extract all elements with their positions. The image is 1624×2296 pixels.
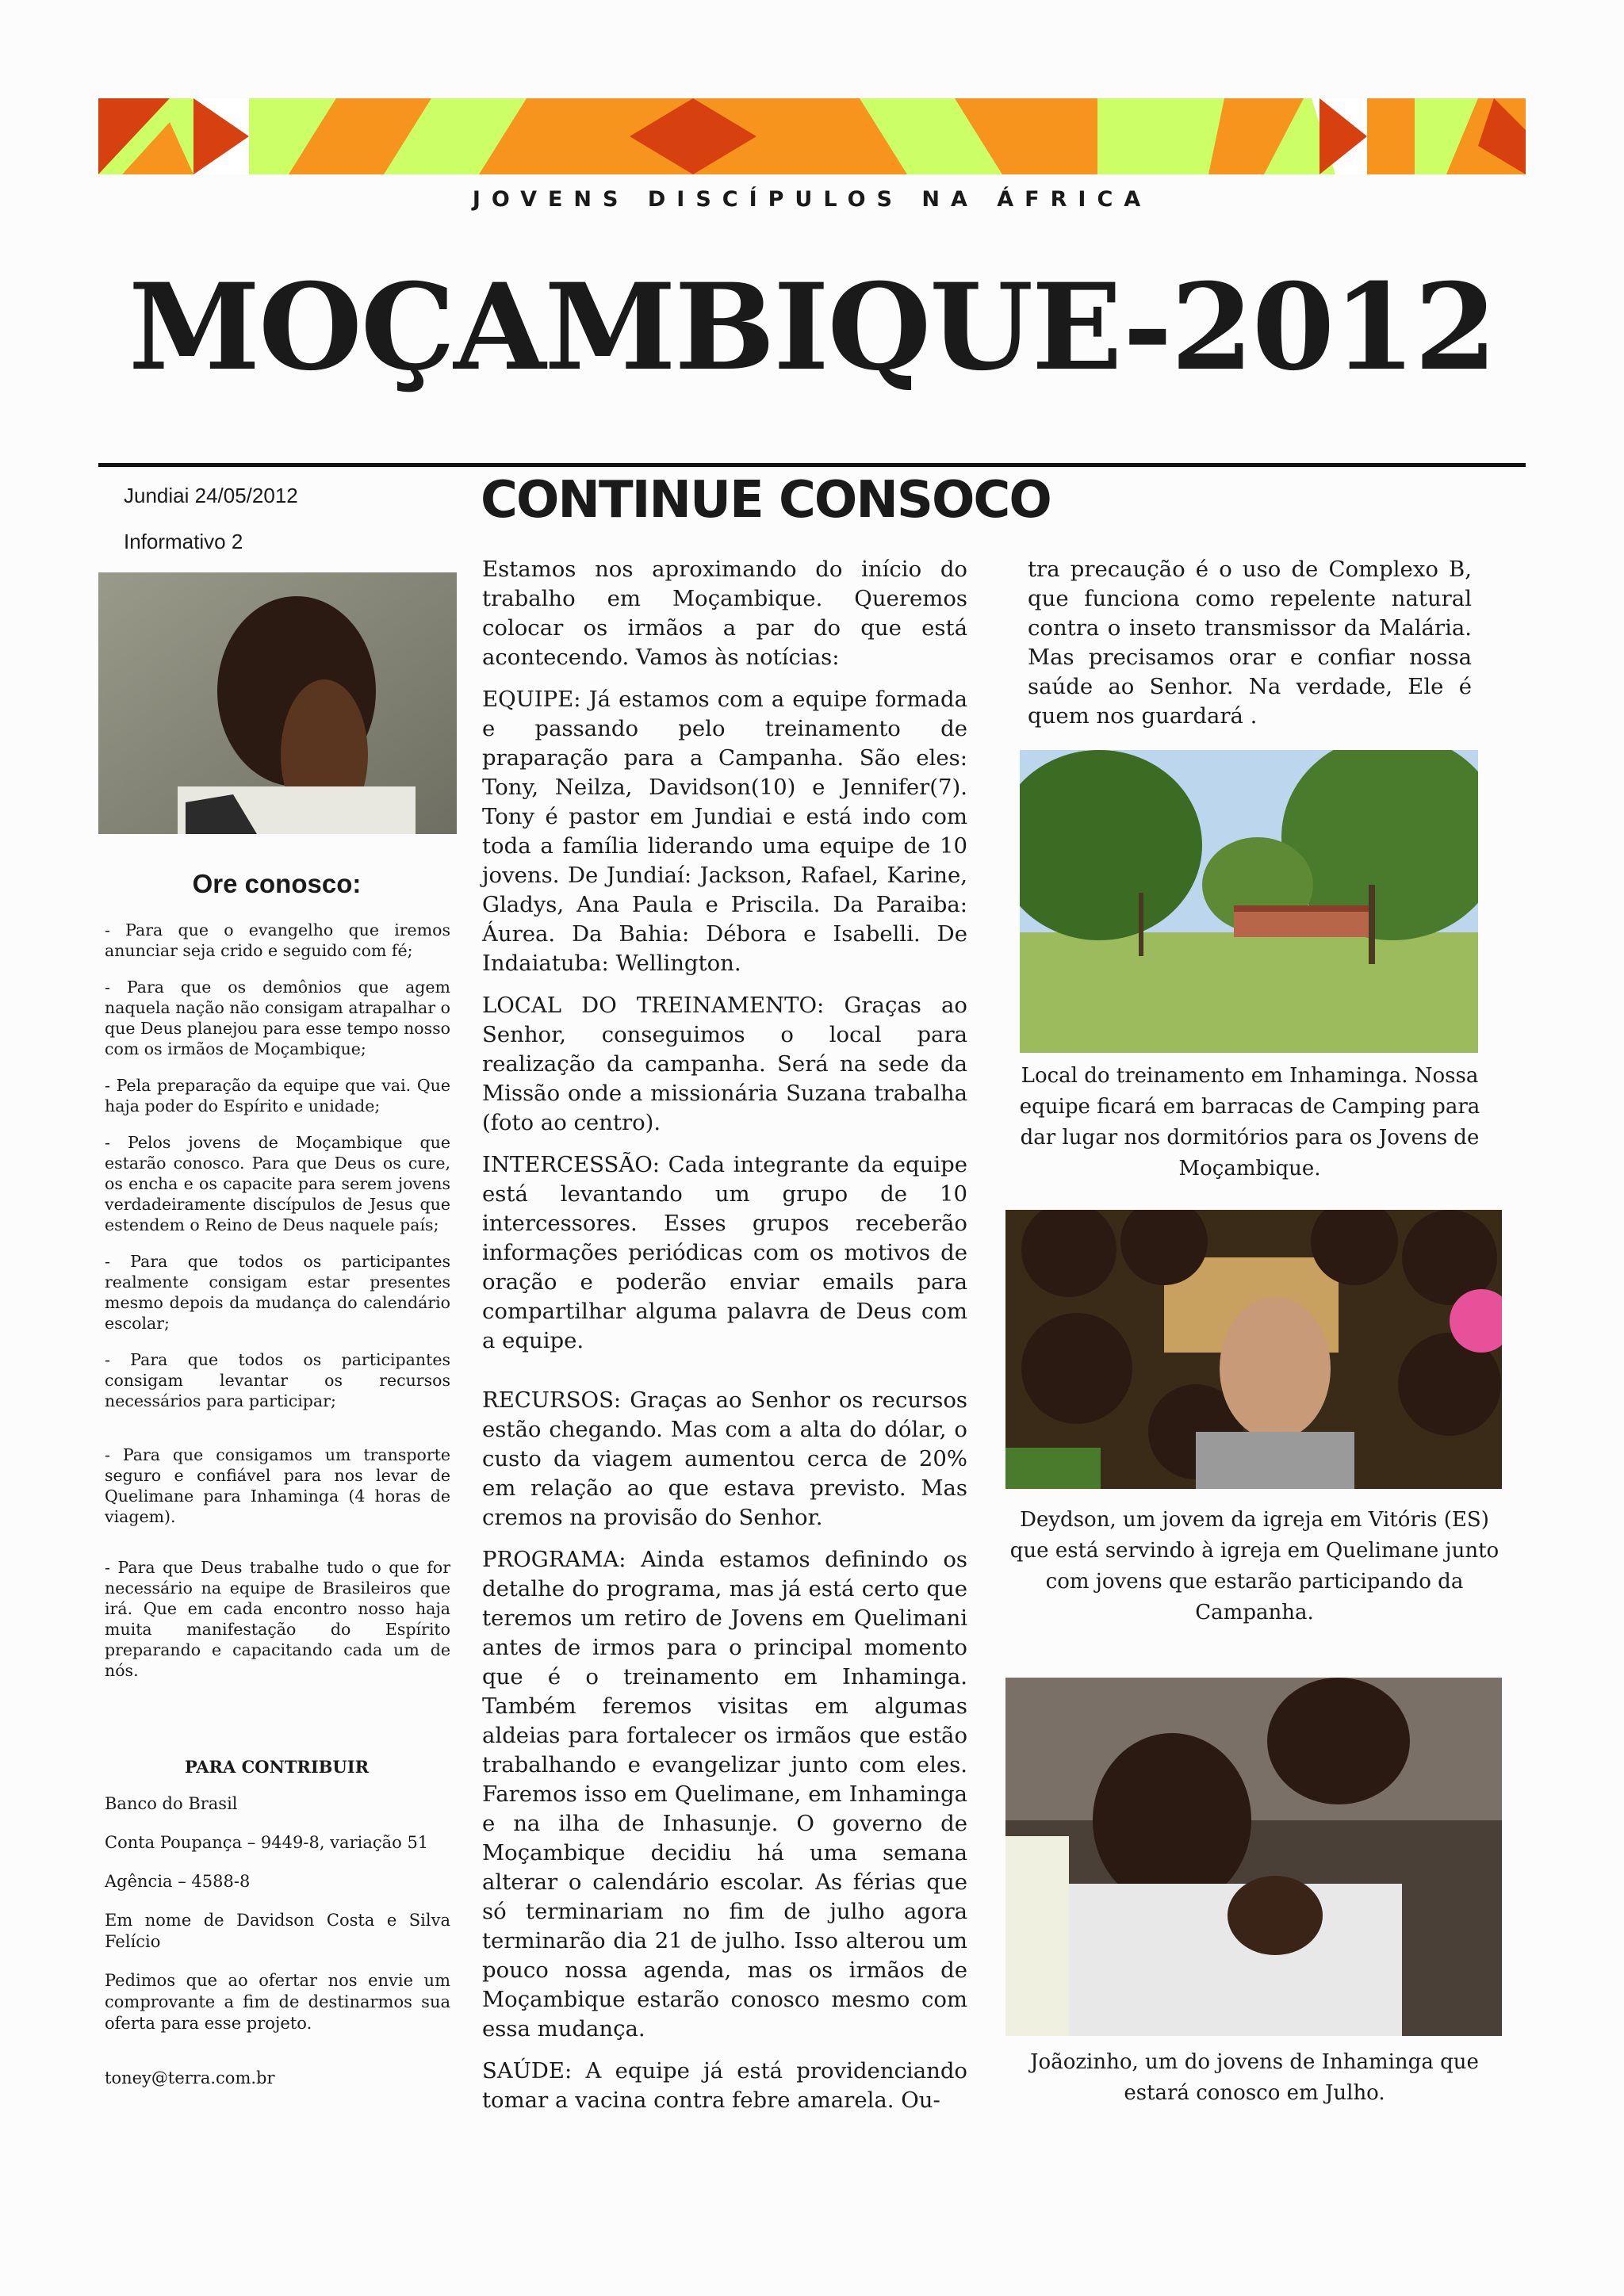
header-rule: [98, 463, 1526, 467]
article-column-1: [482, 555, 967, 2128]
prayer-item: - Pelos jovens de Moçambique que estarão conosco. Para que Deus os cure, os encha e os capacite para serem jovens verdadeiramente discípulos de Jesus que estendem o Reino de Deus naquele país;: [105, 1133, 450, 1234]
article-health-continued: tra precaução é o uso de Complexo B, que funciona como repelente natural contra o inseto transmissor da Malária. Mas precisamos orar e confiar nossa saúde ao Senhor. Na verdade, Ele é quem nos guardará .: [1028, 557, 1472, 729]
prayer-list: [105, 920, 450, 1697]
masthead-title: MOÇAMBIQUE-2012: [128, 258, 1496, 397]
pray-with-us-title: Ore conosco:: [192, 869, 362, 898]
article-intro: Estamos nos aproximando do início do trabalho em Moçambique. Queremos colocar os irmãos a par do que está acontecendo. Vamos às notícias:: [482, 557, 967, 670]
prayer-item: - Para que o evangelho que iremos anunciar seja crido e seguido com fé;: [105, 920, 450, 960]
prayer-item: - Para que consigamos um transporte seguro e confiável para nos levar de Quelimane para Inhaminga (4 horas de viagem).: [105, 1445, 450, 1526]
youth-group-caption: Deydson, um jovem da igreja em Vitóris (ES) que está servindo à igreja em Quelimane junto com jovens que estarão participando da Campanha.: [1009, 1508, 1500, 1624]
praying-youth-photo: [98, 572, 457, 834]
bank-name: Banco do Brasil: [105, 1794, 238, 1813]
article-training-location: LOCAL DO TREINAMENTO: Graças ao Senhor, conseguimos o local para realização da campanha. Será na sede da Missão onde a missionária Suzana trabalha (foto ao centro).: [482, 993, 967, 1135]
article-headline: CONTINUE CONSOCO: [481, 471, 1051, 530]
article-health: SAÚDE: A equipe já está providenciando tomar a vacina contra febre amarela. Ou-: [482, 2058, 967, 2113]
article-team: EQUIPE: Já estamos com a equipe formada e passando pelo treinamento de praparação para a Campanha. São eles: Tony, Neilza, Davidson(10) e Jennifer(7). Tony é pastor em Jundiai e está indo com toda a família liderando uma equipe de 10 jovens. De Jundiaí: Jackson, Rafael, Karine, Gladys, Ana Paula e Priscila. Da Paraiba: Áurea. Da Bahia: Débora e Isabelli. De Indaiatuba: Wellington.: [482, 687, 967, 976]
contact-email[interactable]: toney@terra.com.br: [105, 2068, 275, 2087]
date-line: Jundiai 24/05/2012: [124, 484, 298, 507]
contribution-note: Pedimos que ao ofertar nos envie um comprovante a fim de destinarmos sua oferta para esse projeto.: [105, 1971, 450, 2033]
article-intercession: INTERCESSÃO: Cada integrante da equipe está levantando um grupo de 10 intercessores. Esses grupos receberão informações periódicas com os motivos de oração e poderão enviar emails para compartilhar alguma palavra de Deus com a equipe.: [482, 1152, 967, 1353]
article-resources: RECURSOS: Graças ao Senhor os recursos estão chegando. Mas com a alta do dólar, o custo da viagem aumentou cerca de 20% em relação ao que estava previsto. Mas cremos na provisão do Senhor.: [482, 1387, 967, 1530]
training-location-caption: Local do treinamento em Inhaminga. Nossa equipe ficará em barracas de Camping para dar lugar nos dormitórios para os Jovens de Moçambique.: [1019, 1064, 1480, 1181]
account-holder: Em nome de Davidson Costa e Silva Felício: [105, 1911, 450, 1951]
kicker-line: JOVENS DISCÍPULOS NA ÁFRICA: [472, 187, 1152, 212]
african-pattern-banner: [98, 98, 1526, 174]
contribute-title: PARA CONTRIBUIR: [184, 1757, 370, 1777]
prayer-item: - Para que os demônios que agem naquela nação não consigam atrapalhar o que Deus planejou para esse tempo nosso com os irmãos de Moçambique;: [105, 978, 450, 1058]
prayer-item: - Para que todos os participantes consigam levantar os recursos necessários para participar;: [105, 1350, 450, 1410]
joaozinho-photo: [1005, 1678, 1502, 2036]
account-number: Conta Poupança – 9449-8, variação 51: [105, 1833, 429, 1852]
prayer-item: - Pela preparação da equipe que vai. Que haja poder do Espírito e unidade;: [105, 1076, 450, 1115]
article-column-2: [1028, 555, 1472, 744]
training-location-photo: [1020, 750, 1478, 1053]
prayer-item: - Para que todos os participantes realmente consigam estar presentes mesmo depois da mudança do calendário escolar;: [105, 1252, 450, 1333]
youth-group-photo: [1005, 1210, 1502, 1489]
article-program: PROGRAMA: Ainda estamos definindo os detalhe do programa, mas já está certo que teremos um retiro de Jovens em Quelimani antes de irmos para o principal momento que é o treinamento em Inhaminga. Também feremos visitas em algumas aldeias para fortalecer os irmãos que estão trabalhando e evangelizar junto com eles. Faremos isso em Quelimane, em Inhaminga e na ilha de Inhasunje. O governo de Moçambique decidiu há uma semana alterar o calendário escolar. As férias que só terminariam no fim de julho agora terminarão dia 21 de julho. Isso alterou um pouco nossa agenda, mas os irmãos de Moçambique estarão conosco mesmo com essa mudança.: [482, 1547, 967, 2042]
issue-label: Informativo 2: [124, 530, 243, 553]
agency-number: Agência – 4588-8: [105, 1872, 251, 1891]
joaozinho-caption: Joãozinho, um do jovens de Inhaminga que estará conosco em Julho.: [1030, 2050, 1479, 2105]
prayer-item: - Para que Deus trabalhe tudo o que for necessário na equipe de Brasileiros que irá. Que em cada encontro nosso haja muita manifestação do Espírito preparando e capacitando cada um de nós.: [105, 1558, 450, 1680]
contribute-info: [105, 1793, 450, 2107]
